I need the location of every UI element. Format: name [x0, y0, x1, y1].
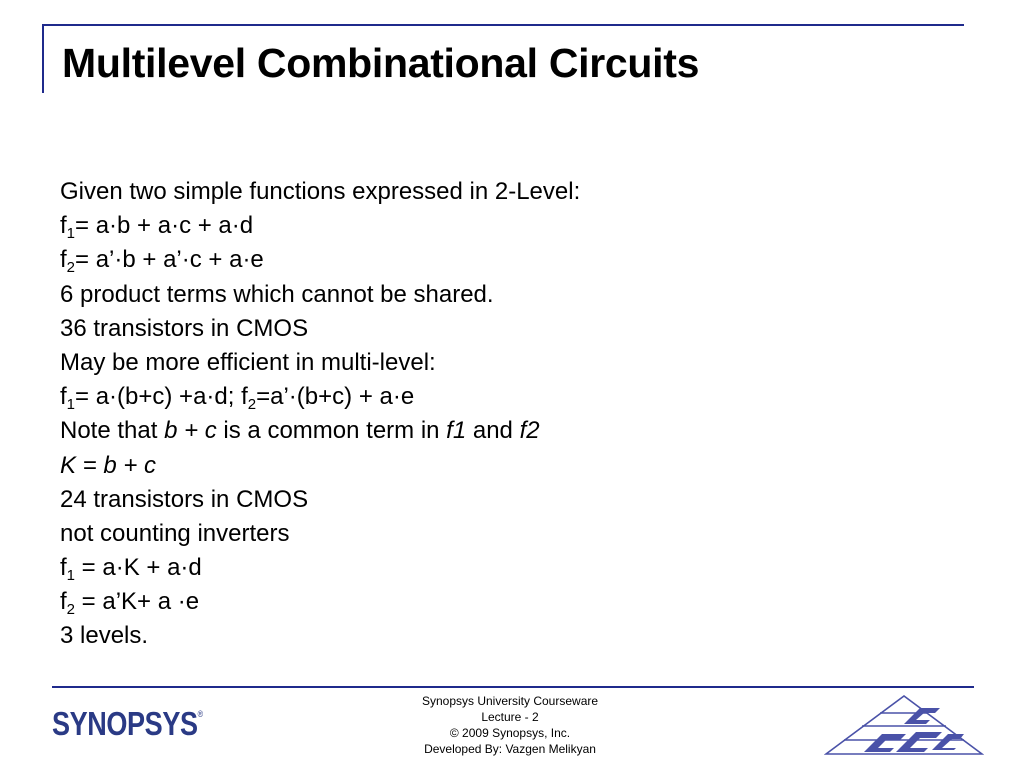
body-line	[60, 517, 580, 551]
bottom-rule	[52, 686, 974, 688]
footer-credits	[400, 693, 620, 757]
italic-term: K = b + c	[60, 451, 157, 479]
synopsys-logo	[52, 705, 203, 743]
body-text-run: f	[60, 212, 67, 240]
footer-line-lecture: Lecture - 2	[481, 710, 539, 724]
logo-text: SYNOPSYS	[52, 705, 198, 742]
body-text-run: 36 transistors in CMOS	[60, 314, 309, 342]
subscript-index: 2	[247, 396, 257, 414]
body-text-run: =a’·(b+c) + a·e	[256, 383, 415, 411]
left-rule	[42, 24, 44, 93]
university-emblem-icon	[824, 694, 984, 756]
footer-line-author: Developed By: Vazgen Melikyan	[424, 742, 596, 756]
footer-line-courseware: Synopsys University Courseware	[421, 694, 599, 708]
body-line	[60, 551, 580, 585]
body-text-run: = a’·b + a’·c + a·e	[75, 246, 264, 274]
body-text-run: is a common term in	[216, 417, 447, 445]
body-text-run: Given two simple functions expressed in 2-Level:	[60, 178, 581, 205]
body-line	[60, 312, 580, 346]
body-text-run: f	[60, 246, 67, 274]
body-line	[60, 483, 580, 517]
italic-term: f2	[519, 417, 540, 445]
body-text-run: f	[60, 383, 67, 411]
body-text-run: f	[60, 588, 67, 616]
body-line	[60, 449, 580, 483]
body-text-run: = a’K+ a ·e	[75, 588, 200, 616]
subscript-index: 2	[66, 601, 76, 619]
body-line	[60, 278, 580, 312]
footer-line-copyright: © 2009 Synopsys, Inc.	[449, 726, 571, 740]
slide-title: Multilevel Combinational Circuits	[62, 40, 700, 86]
subscript-index: 1	[66, 225, 76, 243]
body-line	[60, 414, 580, 448]
body-text-run: May be more efficient in multi-level:	[60, 348, 436, 376]
body-line	[60, 346, 580, 380]
body-line	[60, 209, 580, 243]
top-rule	[42, 24, 964, 26]
body-text-run: Note that	[60, 417, 165, 445]
body-line	[60, 243, 580, 277]
body-text-run: 24 transistors in CMOS	[60, 485, 309, 513]
body-text-run: = a·b + a·c + a·d	[75, 212, 254, 240]
body-text-run: = a·K + a·d	[75, 554, 202, 582]
subscript-index: 2	[66, 259, 76, 277]
subscript-index: 1	[66, 396, 76, 414]
body-text-run: 6 product terms which cannot be shared.	[60, 280, 494, 308]
slide-body	[60, 175, 580, 654]
subscript-index: 1	[66, 567, 76, 585]
body-line	[60, 619, 580, 653]
body-text-run: not counting inverters	[60, 519, 290, 547]
italic-term: b + c	[164, 417, 217, 445]
body-text-run: and	[466, 417, 520, 445]
body-text-run: f	[60, 554, 67, 582]
body-line	[60, 380, 580, 414]
body-text-run: = a·(b+c) +a·d; f	[75, 383, 248, 411]
body-line	[60, 175, 580, 209]
italic-term: f1	[446, 417, 467, 445]
logo-registered-mark: ®	[197, 709, 203, 719]
body-text-run: 3 levels.	[60, 622, 149, 650]
body-line	[60, 585, 580, 619]
